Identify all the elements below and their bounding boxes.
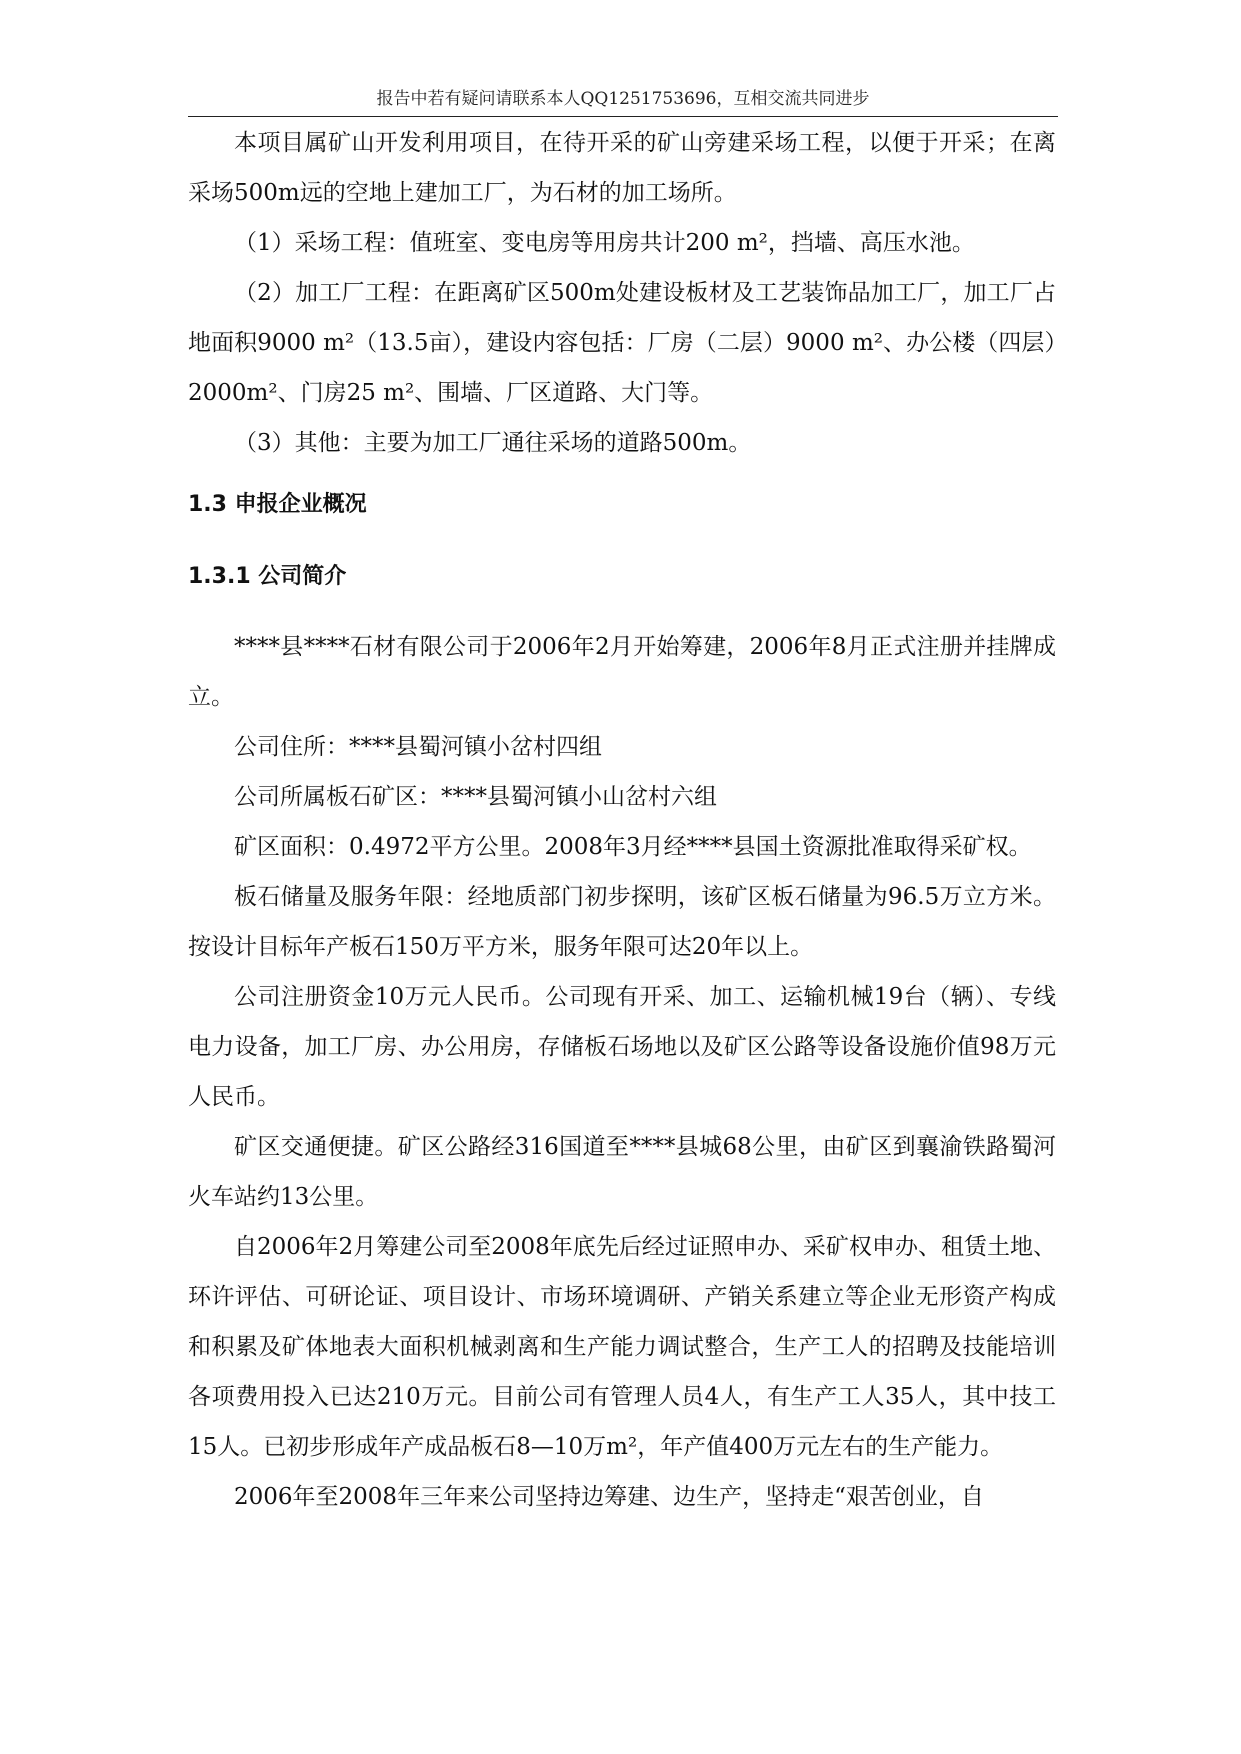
- company-address-paragraph: 公司住所：****县蜀河镇小岔村四组: [234, 734, 602, 760]
- transport-paragraph: 矿区交通便捷。矿区公路经316国道至****县城68公里，由矿区到襄渝铁路蜀河火车站约13公里。: [188, 1134, 1056, 1210]
- item-quarry-works: （1）采场工程：值班室、变电房等用房共计200 m²，挡墙、高压水池。: [234, 230, 975, 256]
- reserves-paragraph: 板石储量及服务年限：经地质部门初步探明，该矿区板石储量为96.5万立方米。按设计目标年产板石150万平方米，服务年限可达20年以上。: [188, 884, 1056, 960]
- investment-paragraph: 自2006年2月筹建公司至2008年底先后经过证照申办、采矿权申办、租赁土地、环许评估、可研论证、项目设计、市场环境调研、产销关系建立等企业无形资产构成和积累及矿体地表大面积机械剥离和生产能力调试整合，生产工人的招聘及技能培训各项费用投入已达210万元。目前公司有管理人员4人，有生产工人35人，其中技工15人。已初步形成年产成品板石8—10万m²，年产值400万元左右的生产能力。: [188, 1234, 1056, 1460]
- section-heading-1-3: 1.3 申报企业概况: [188, 492, 367, 517]
- mine-location-paragraph: 公司所属板石矿区：****县蜀河镇小山岔村六组: [234, 784, 717, 810]
- page-header: 报告中若有疑问请联系本人QQ1251753696，互相交流共同进步: [376, 89, 870, 109]
- history-paragraph: 2006年至2008年三年来公司坚持边筹建、边生产，坚持走“艰苦创业，自: [234, 1484, 984, 1510]
- page-body: [188, 118, 1056, 1522]
- intro-paragraph: 本项目属矿山开发利用项目，在待开采的矿山旁建采场工程，以便于开采；在离采场500m远的空地上建加工厂，为石材的加工场所。: [188, 130, 1056, 206]
- capital-paragraph: 公司注册资金10万元人民币。公司现有开采、加工、运输机械19台（辆）、专线电力设备，加工厂房、办公用房，存储板石场地以及矿区公路等设备设施价值98万元人民币。: [188, 984, 1056, 1110]
- header-divider: [188, 116, 1058, 117]
- company-founding-paragraph: ****县****石材有限公司于2006年2月开始筹建，2006年8月正式注册并挂牌成立。: [188, 634, 1056, 710]
- mine-area-paragraph: 矿区面积：0.4972平方公里。2008年3月经****县国土资源批准取得采矿权。: [234, 834, 1032, 860]
- section-heading-1-3-1: 1.3.1 公司简介: [188, 564, 347, 589]
- item-factory-works: （2）加工厂工程：在距离矿区500m处建设板材及工艺装饰品加工厂，加工厂占地面积9000 m²（13.5亩），建设内容包括：厂房（二层）9000 m²、办公楼（四层）2000m²、门房25 m²、围墙、厂区道路、大门等。: [188, 280, 1056, 406]
- item-other-works: （3）其他：主要为加工厂通往采场的道路500m。: [234, 430, 752, 456]
